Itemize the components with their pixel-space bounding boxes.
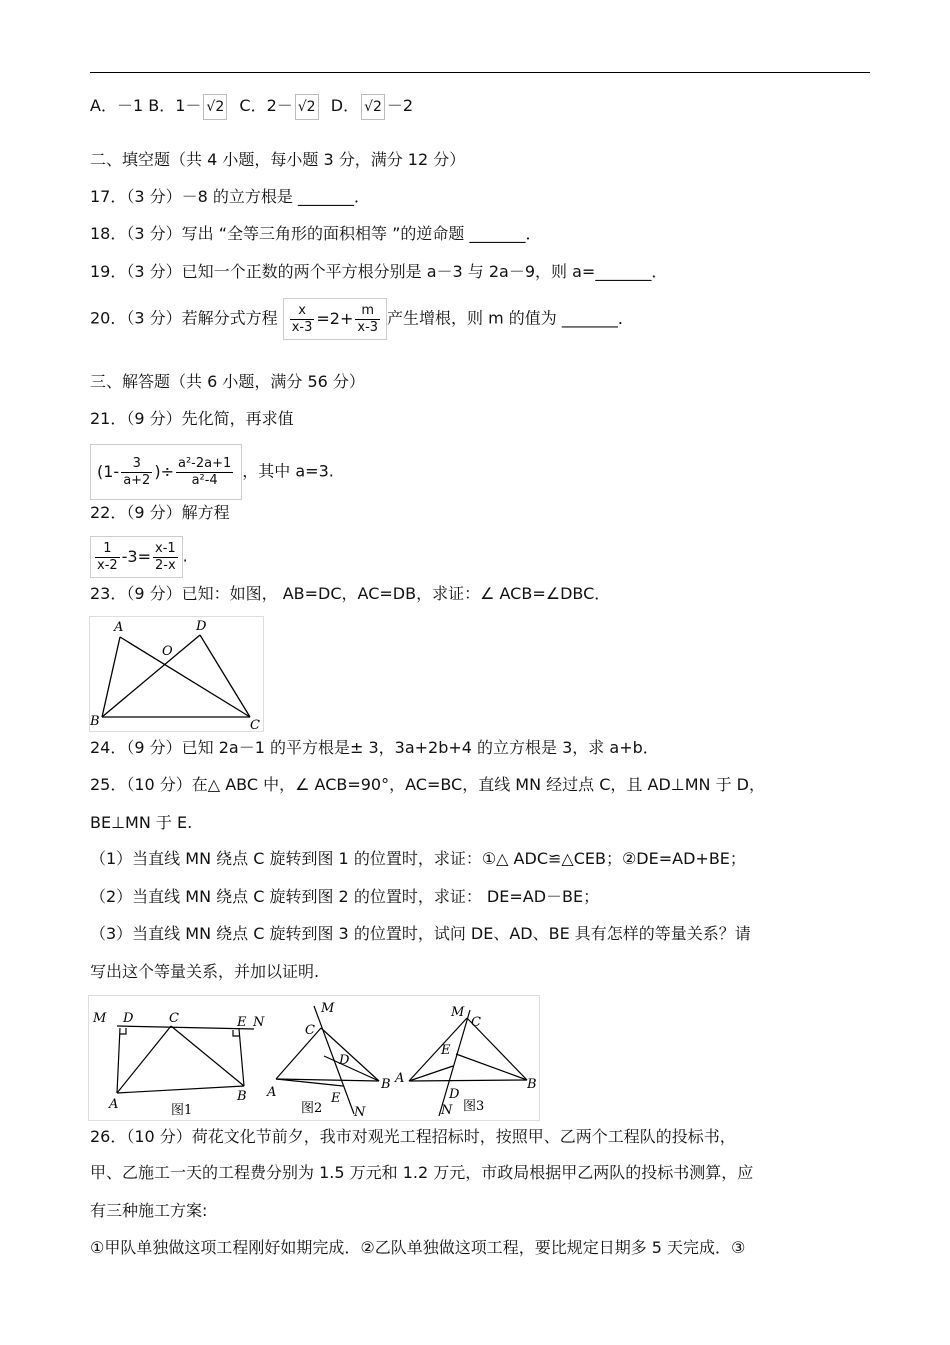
- question-25-part1: （1）当直线 MN 绕点 C 旋转到图 1 的位置时，求证：①△ ADC≌△CEB；②DE=AD+BE；: [90, 849, 746, 868]
- question-26-line4: ①甲队单独做这项工程刚好如期完成．②乙队单独做这项工程，要比规定日期多 5 天完成．③: [90, 1238, 746, 1257]
- sqrt2-d: √2: [361, 94, 385, 120]
- segment-db: [102, 635, 200, 717]
- top-rule: [90, 72, 870, 73]
- label-a: A: [114, 620, 124, 635]
- question-25-line2: BE⊥MN 于 E.: [90, 813, 193, 832]
- fig1-label-e: E: [237, 1015, 247, 1030]
- question-25-part3a: （3）当直线 MN 绕点 C 旋转到图 3 的位置时，试问 DE、AD、BE 具有怎样的等量关系？请: [90, 924, 751, 943]
- label-d: D: [196, 619, 207, 634]
- fig2-label-b: B: [381, 1077, 391, 1092]
- fig3-label-a: A: [395, 1071, 405, 1086]
- fig3-label-m: M: [451, 1005, 465, 1020]
- fig1-label-n: N: [253, 1015, 265, 1030]
- label-b: B: [90, 714, 100, 729]
- question-25-part2: （2）当直线 MN 绕点 C 旋转到图 2 的位置时，求证： DE=AD－BE；: [90, 887, 600, 906]
- q22-expression: $\frac{1}{x-2}$ -3= $\frac{x-1}{2-x}$ .: [90, 536, 188, 578]
- fig2-caption: 图2: [301, 1101, 323, 1116]
- question-26-line2: 甲、乙施工一天的工程费分别为 1.5 万元和 1.2 万元，市政局根据甲乙两队的投标书测算，应: [90, 1163, 754, 1182]
- fig3-label-b: B: [527, 1077, 537, 1092]
- section3-heading: 三、解答题（共 6 小题，满分 56 分）: [90, 372, 365, 391]
- sqrt2-c: √2: [295, 94, 319, 120]
- figure-25: [88, 995, 540, 1121]
- segment-ac: [120, 637, 250, 717]
- fig1-caption: 图1: [171, 1103, 193, 1118]
- fig2-label-a: A: [267, 1085, 277, 1100]
- q20-equation: $\frac{x}{x-3}$ =2+ $\frac{m}{x-3}$: [283, 298, 387, 340]
- question-26-line3: 有三种施工方案:: [90, 1201, 208, 1220]
- fig2-label-c: C: [305, 1023, 315, 1038]
- question-20: 20．（3 分）若解分式方程 $\frac{x}{x-3}$ =2+ $\frac{m}{x-3}$ 产生增根，则 m 的值为 _______．: [90, 298, 634, 340]
- question-26-line1: 26．（10 分）荷花文化节前夕，我市对观光工程招标时，按照甲、乙两个工程队的投标书，: [90, 1127, 736, 1146]
- fig2-label-m: M: [321, 1001, 335, 1016]
- fig1-label-d: D: [123, 1011, 134, 1026]
- question-22: 22．（9 分）解方程: [90, 503, 230, 522]
- segment-dc: [200, 635, 250, 717]
- question-21: 21．（9 分）先化简，再求值: [90, 409, 294, 428]
- question-25-part3b: 写出这个等量关系，并加以证明.: [90, 962, 320, 981]
- fig1-line-mn: [117, 1026, 254, 1029]
- fig3-label-d: D: [449, 1087, 460, 1102]
- q16-options: A．－1 B．1－ √2 C．2－ √2 D． √2 －2: [90, 94, 413, 120]
- question-25-line1: 25．（10 分）在△ ABC 中，∠ ACB=90°，AC=BC，直线 MN 经过点 C，且 AD⊥MN 于 D，: [90, 775, 765, 794]
- question-18: 18．（3 分）写出 “全等三角形的面积相等 ”的逆命题 _______．: [90, 224, 542, 243]
- q21-expression: (1- $\frac{3}{a+2}$ )÷ $\frac{\text{a²-2a+1}}{\text{a²-4}}$ ，其中 a=3.: [90, 444, 334, 500]
- question-17: 17．（3 分）－8 的立方根是 _______．: [90, 187, 370, 206]
- sqrt2-b: √2: [203, 94, 227, 120]
- fig3-label-n: N: [441, 1103, 453, 1118]
- figure-23: [89, 616, 264, 732]
- question-24: 24．（9 分）已知 2a－1 的平方根是± 3，3a+2b+4 的立方根是 3，求 a+b．: [90, 738, 659, 757]
- question-19: 19．（3 分）已知一个正数的两个平方根分别是 a－3 与 2a－9，则 a=_______．: [90, 262, 668, 281]
- fig3-label-c: C: [471, 1015, 481, 1030]
- fig1-label-b: B: [237, 1089, 247, 1104]
- fig1-label-c: C: [169, 1011, 179, 1026]
- section2-heading: 二、填空题（共 4 小题，每小题 3 分，满分 12 分）: [90, 150, 466, 169]
- label-o: O: [162, 644, 173, 659]
- fig3-label-e: E: [441, 1043, 451, 1058]
- fig2-label-e: E: [331, 1091, 341, 1106]
- fig3-caption: 图3: [463, 1099, 485, 1114]
- fig1-label-m: M: [93, 1011, 107, 1026]
- fig1-label-a: A: [109, 1097, 119, 1112]
- fig2-label-d: D: [339, 1053, 350, 1068]
- fig2-label-n: N: [354, 1105, 366, 1120]
- question-23: 23．（9 分）已知：如图， AB=DC，AC=DB，求证：∠ ACB=∠DBC．: [90, 584, 611, 603]
- label-c: C: [250, 718, 260, 732]
